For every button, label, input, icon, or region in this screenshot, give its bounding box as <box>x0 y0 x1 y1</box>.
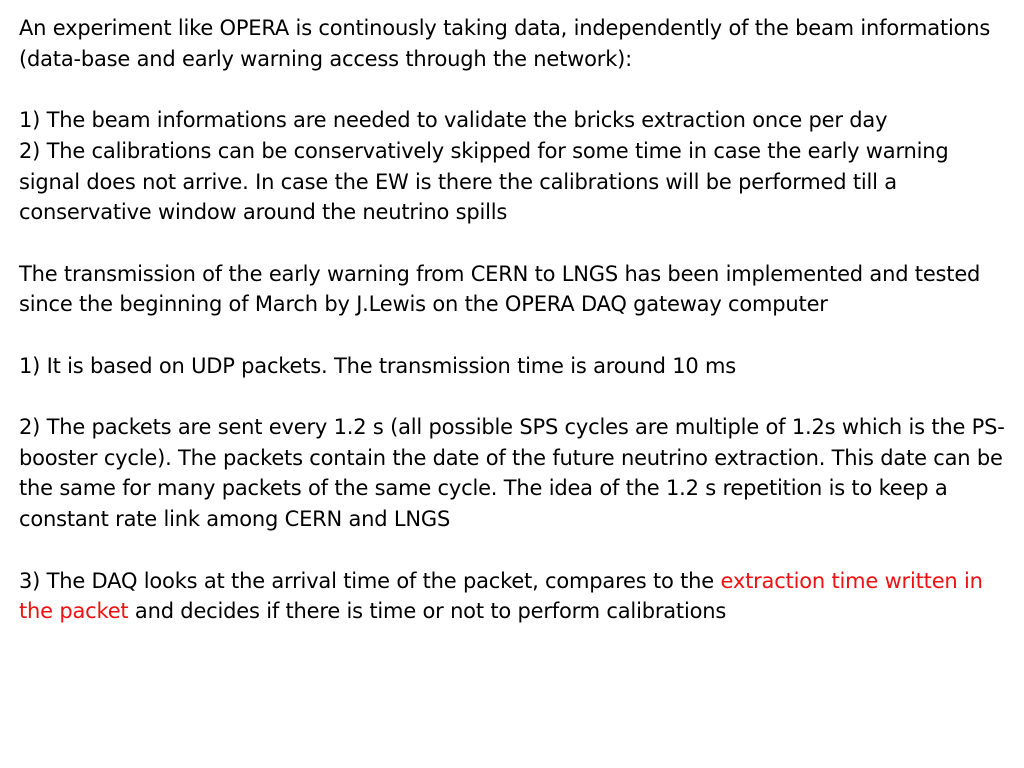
transmission-paragraph: The transmission of the early warning from CERN to LNGS has been implemented and tested since the beginning of March by J.Lewis on the OPERA DAQ gateway computer <box>19 261 981 317</box>
packets-point: 2) The packets are sent every 1.2 s (all possible SPS cycles are multiple of 1.2s which is the PS-booster cycle). The packets contain the date of the future neutrino extraction. This date can be the same for many packets of the same cycle. The idea of the 1.2 s repetition is to keep a constant rate link among CERN and LNGS <box>19 415 1005 532</box>
daq-text-start: 3) The DAQ looks at the arrival time of the packet, compares to the <box>19 568 721 593</box>
highlighted-text: extraction time written in the packet <box>19 568 983 624</box>
spacer <box>19 381 1009 412</box>
daq-point <box>19 566 1009 627</box>
slide-body <box>19 13 1009 627</box>
calibration-point: 2) The calibrations can be conservatively skipped for some time in case the early warning signal does not arrive. In case the EW is there the calibrations will be performed till a conservative window around the neutrino spills <box>19 138 949 225</box>
daq-text-end: and decides if there is time or not to perform calibrations <box>128 599 727 624</box>
spacer <box>19 74 1009 105</box>
spacer <box>19 320 1009 351</box>
udp-point: 1) It is based on UDP packets. The transmission time is around 10 ms <box>19 353 737 378</box>
intro-paragraph: An experiment like OPERA is continously taking data, independently of the beam informations (data-base and early warning access through the network): <box>19 16 991 71</box>
spacer <box>19 228 1009 259</box>
spacer <box>19 535 1009 566</box>
beam-info-point: 1) The beam informations are needed to validate the bricks extraction once per day <box>19 108 888 133</box>
